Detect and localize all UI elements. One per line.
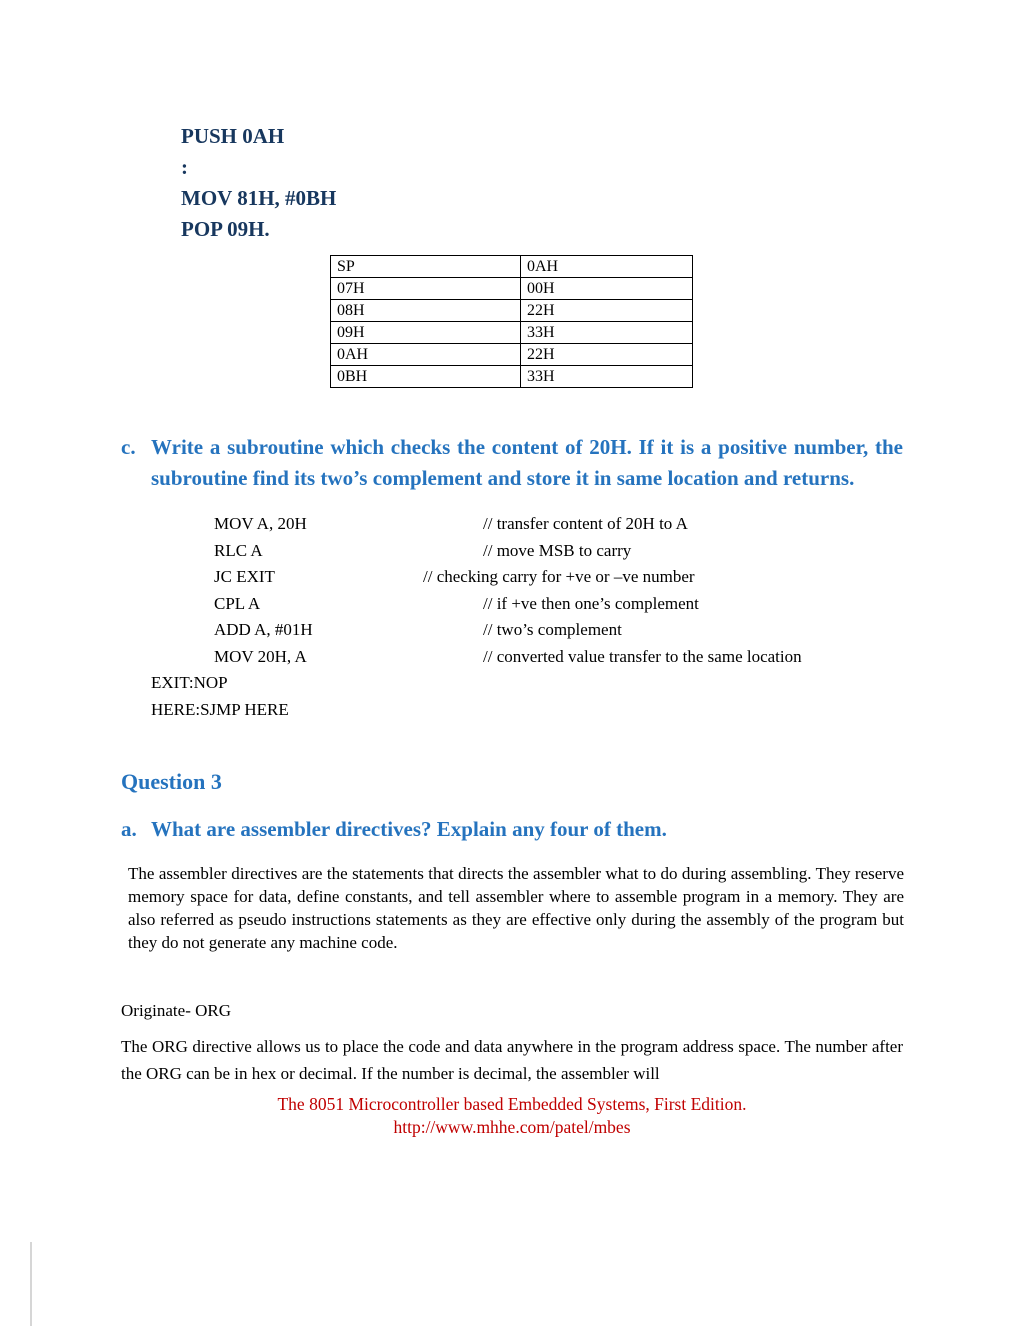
table-row bbox=[331, 278, 693, 300]
table-cell: 09H bbox=[331, 322, 521, 344]
code-comment: // transfer content of 20H to A bbox=[483, 514, 688, 533]
code-comment: // checking carry for +ve or –ve number bbox=[423, 567, 695, 586]
instruction: ADD A, #01H bbox=[214, 620, 313, 639]
table-row bbox=[331, 322, 693, 344]
code-line bbox=[151, 591, 1024, 618]
code-line bbox=[151, 511, 1024, 538]
page-footer bbox=[0, 1093, 1024, 1139]
stack-code-line: : bbox=[181, 155, 188, 179]
table-cell: 33H bbox=[521, 322, 693, 344]
footer-url-link[interactable]: http://www.mhhe.com/patel/mbes bbox=[393, 1117, 631, 1137]
table-cell: SP bbox=[331, 256, 521, 278]
code-comment: // if +ve then one’s complement bbox=[483, 593, 699, 613]
code-comment: // converted value transfer to the same location bbox=[483, 646, 802, 666]
instruction: MOV A, 20H bbox=[214, 514, 307, 533]
stack-code-line: PUSH 0AH bbox=[181, 124, 285, 148]
section-c-heading bbox=[121, 432, 903, 494]
table-row bbox=[331, 300, 693, 322]
footer-book-title: The 8051 Microcontroller based Embedded Systems, First Edition. bbox=[277, 1094, 747, 1114]
instruction: RLC A bbox=[214, 540, 263, 560]
table-cell: 08H bbox=[331, 300, 521, 322]
code-line bbox=[151, 644, 1024, 671]
table-row bbox=[331, 256, 693, 278]
assembler-directives-paragraph: The assembler directives are the statements that directs the assembler what to do during assembling. They reserve memory space for data, define constants, and tell assembler where to assemble program in a memory. They are also referred as pseudo instructions statements as they are effective only during the assembly of the program but they do not generate any machine code. bbox=[128, 864, 904, 952]
subroutine-code-block bbox=[151, 511, 1024, 723]
stack-memory-table bbox=[330, 255, 693, 388]
code-comment: // two’s complement bbox=[483, 620, 622, 639]
table-cell: 0AH bbox=[521, 256, 693, 278]
stack-code-line: MOV 81H, #0BH bbox=[181, 186, 337, 210]
page-edge-artifact bbox=[30, 1242, 32, 1326]
section-c-label: c. bbox=[121, 435, 136, 459]
code-line: EXIT:NOP bbox=[151, 673, 228, 692]
table-cell: 22H bbox=[521, 300, 693, 322]
table-cell: 0BH bbox=[331, 366, 521, 388]
org-heading: Originate- ORG bbox=[121, 1001, 232, 1020]
code-line bbox=[151, 617, 1024, 644]
stack-memory-table-body bbox=[331, 256, 693, 388]
table-cell: 00H bbox=[521, 278, 693, 300]
instruction: CPL A bbox=[214, 593, 261, 613]
instruction: JC EXIT bbox=[214, 567, 275, 586]
question-3a-label: a. bbox=[121, 817, 137, 841]
code-comment: // move MSB to carry bbox=[483, 540, 632, 560]
code-line bbox=[151, 564, 1024, 591]
question-3a-text: What are assembler directives? Explain any four of them. bbox=[151, 817, 667, 841]
table-cell: 22H bbox=[521, 344, 693, 366]
code-line bbox=[151, 538, 1024, 565]
stack-code-block bbox=[181, 0, 1024, 245]
code-line: HERE:SJMP HERE bbox=[151, 699, 289, 719]
org-paragraph: The ORG directive allows us to place the code and data anywhere in the program address space. The number after the ORG can be in hex or decimal. If the number is decimal, the assembler will bbox=[121, 1037, 903, 1083]
section-c-text: Write a subroutine which checks the content of 20H. If it is a positive number, the subroutine find its two’s complement and store it in same location and returns. bbox=[151, 435, 903, 490]
table-cell: 0AH bbox=[331, 344, 521, 366]
table-cell: 33H bbox=[521, 366, 693, 388]
table-row bbox=[331, 366, 693, 388]
instruction: MOV 20H, A bbox=[214, 646, 307, 666]
stack-code-line: POP 09H. bbox=[181, 217, 270, 241]
question-3a-heading bbox=[121, 814, 903, 845]
question-3-title: Question 3 bbox=[121, 769, 222, 794]
table-cell: 07H bbox=[331, 278, 521, 300]
table-row bbox=[331, 344, 693, 366]
